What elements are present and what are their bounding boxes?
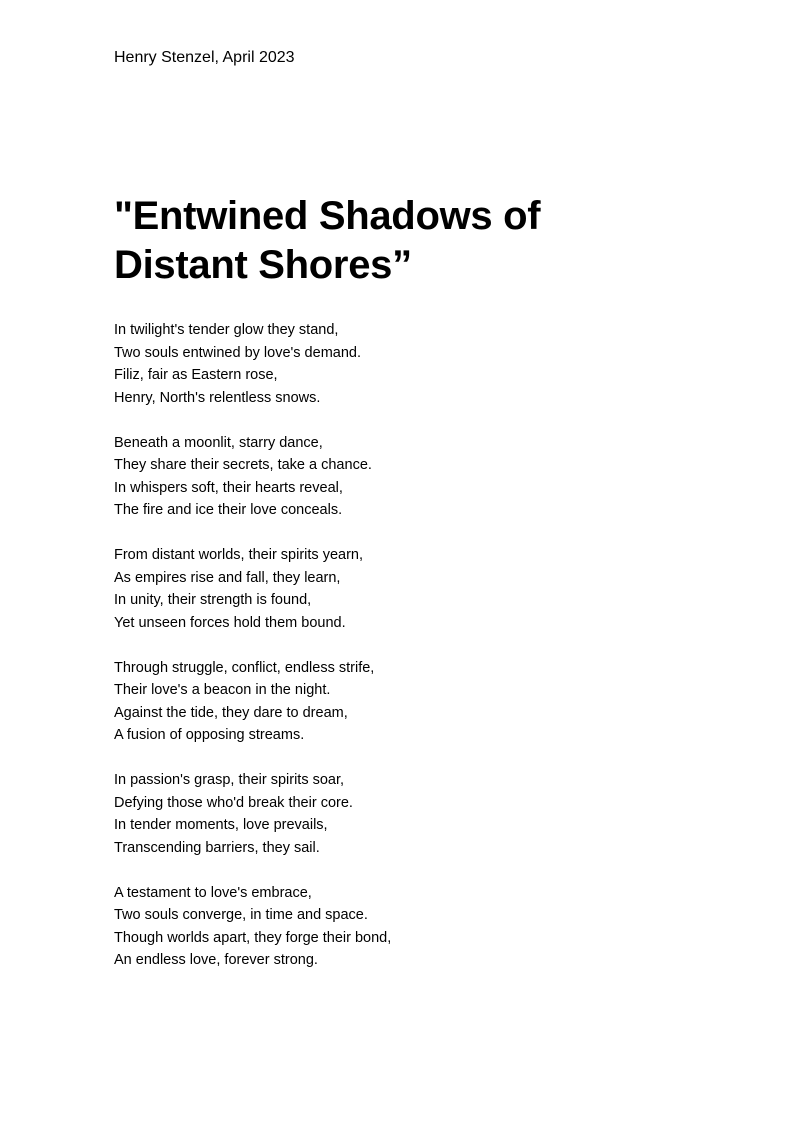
verse-line: In tender moments, love prevails, — [114, 817, 328, 833]
verse-line: A testament to love's embrace, — [114, 884, 312, 901]
stanza — [114, 432, 391, 522]
poem-body — [114, 319, 391, 994]
stanza — [114, 319, 391, 409]
verse-line: In passion's grasp, their spirits soar, — [114, 772, 345, 788]
verse-line: As empires rise and fall, they learn, — [114, 569, 341, 586]
verse-line: In unity, their strength is found, — [114, 592, 312, 608]
verse-line: An endless love, forever strong. — [114, 952, 318, 968]
verse-line: A fusion of opposing streams. — [114, 727, 305, 743]
verse-line: In whispers soft, their hearts reveal, — [114, 479, 343, 496]
verse-line: Yet unseen forces hold them bound. — [114, 614, 346, 631]
verse-line: Against the tide, they dare to dream, — [114, 704, 348, 721]
verse-line: Their love's a beacon in the night. — [114, 682, 331, 698]
verse-line: Henry, North's relentless snows. — [114, 389, 321, 406]
stanza — [114, 769, 391, 859]
stanza — [114, 882, 391, 972]
verse-line: They share their secrets, take a chance. — [114, 457, 372, 473]
verse-line: Transcending barriers, they sail. — [114, 839, 320, 856]
stanza — [114, 657, 391, 747]
verse-line: From distant worlds, their spirits yearn, — [114, 547, 363, 563]
verse-line: Though worlds apart, they forge their bond, — [114, 929, 392, 946]
verse-line: Beneath a moonlit, starry dance, — [114, 434, 323, 451]
byline: Henry Stenzel, April 2023 — [114, 49, 295, 66]
verse-line: Two souls entwined by love's demand. — [114, 344, 361, 361]
verse-line: Two souls converge, in time and space. — [114, 907, 368, 923]
poem-title — [114, 192, 594, 290]
poem-title-line: "Entwined Shadows of — [114, 194, 541, 238]
verse-line: Filiz, fair as Eastern rose, — [114, 367, 278, 383]
verse-line: Through struggle, conflict, endless strife, — [114, 659, 375, 676]
verse-line: Defying those who'd break their core. — [114, 794, 353, 811]
verse-line: In twilight's tender glow they stand, — [114, 322, 339, 338]
poem-title-line: Distant Shores” — [114, 243, 412, 287]
verse-line: The fire and ice their love conceals. — [114, 502, 343, 518]
stanza — [114, 544, 391, 634]
